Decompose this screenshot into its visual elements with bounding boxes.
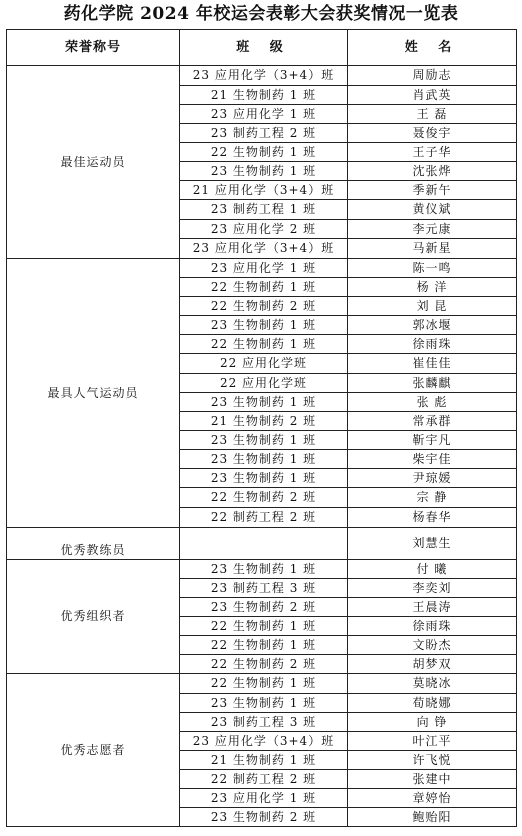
table-row [7,674,517,694]
class-cell [180,528,348,560]
class-cell: 22 生物制药 1 班 [180,636,348,655]
table-header-row [7,30,517,66]
class-cell: 22 生物制药 1 班 [180,143,348,162]
class-cell: 23 应用化学（3+4）班 [180,66,348,86]
header-name: 姓 名 [348,30,517,66]
name-cell: 付 曦 [348,560,517,579]
class-cell: 23 生物制药 1 班 [180,393,348,412]
class-cell: 22 生物制药 1 班 [180,278,348,297]
class-cell: 22 生物制药 1 班 [180,335,348,354]
table-row [7,66,517,86]
name-cell: 季新午 [348,181,517,200]
name-cell: 王晨涛 [348,598,517,617]
honor-title-cell: 优秀教练员 [7,528,180,560]
name-cell: 崔佳佳 [348,354,517,374]
name-cell: 章婷怡 [348,789,517,808]
class-cell: 23 生物制药 1 班 [180,469,348,488]
class-cell: 23 生物制药 1 班 [180,450,348,469]
name-cell: 杨 洋 [348,278,517,297]
class-cell: 22 生物制药 1 班 [180,617,348,636]
honor-title-cell: 最佳运动员 [7,66,180,259]
award-table [6,29,517,827]
name-cell: 刘慧生 [348,528,517,560]
class-cell: 23 生物制药 2 班 [180,808,348,827]
name-cell: 宗 静 [348,488,517,508]
class-cell: 22 生物制药 2 班 [180,488,348,508]
name-cell: 王 磊 [348,105,517,124]
name-cell: 张建中 [348,770,517,789]
honor-title-cell: 优秀组织者 [7,560,180,674]
class-cell: 21 生物制药 1 班 [180,751,348,770]
name-cell: 向 铮 [348,713,517,732]
table-row [7,259,517,278]
class-cell: 23 应用化学 1 班 [180,105,348,124]
page-title: 药化学院 2024 年校运会表彰大会获奖情况一览表 [63,4,459,24]
class-cell: 23 生物制药 1 班 [180,694,348,713]
name-cell: 张 彪 [348,393,517,412]
class-cell: 23 生物制药 1 班 [180,316,348,335]
class-cell: 23 生物制药 1 班 [180,560,348,579]
name-cell: 李奕刘 [348,579,517,598]
name-cell: 刘 昆 [348,297,517,316]
name-cell: 陈一鸣 [348,259,517,278]
name-cell: 聂俊宇 [348,124,517,143]
name-cell: 沈张烨 [348,162,517,181]
class-cell: 22 制药工程 2 班 [180,770,348,789]
name-cell: 张麟麒 [348,374,517,393]
table-row [7,528,517,560]
name-cell: 靳宇凡 [348,431,517,450]
class-cell: 23 制药工程 3 班 [180,713,348,732]
class-cell: 23 制药工程 3 班 [180,579,348,598]
name-cell: 肖武英 [348,86,517,105]
honor-title-cell: 优秀志愿者 [7,674,180,827]
table-row [7,560,517,579]
class-cell: 23 生物制药 2 班 [180,598,348,617]
class-cell: 21 生物制药 1 班 [180,86,348,105]
class-cell: 23 生物制药 1 班 [180,431,348,450]
name-cell: 荀晓娜 [348,694,517,713]
name-cell: 柴宇佳 [348,450,517,469]
name-cell: 许飞悦 [348,751,517,770]
class-cell: 23 应用化学（3+4）班 [180,732,348,751]
name-cell: 周励志 [348,66,517,86]
class-cell: 22 制药工程 2 班 [180,508,348,528]
class-cell: 21 应用化学（3+4）班 [180,181,348,200]
header-class: 班 级 [180,30,348,66]
name-cell: 鲍贻阳 [348,808,517,827]
header-honor: 荣誉称号 [7,30,180,66]
class-cell: 22 应用化学班 [180,354,348,374]
name-cell: 胡梦双 [348,655,517,674]
class-cell: 21 生物制药 2 班 [180,412,348,431]
class-cell: 23 应用化学 1 班 [180,789,348,808]
name-cell: 常承群 [348,412,517,431]
name-cell: 黄仪斌 [348,200,517,220]
class-cell: 23 应用化学（3+4）班 [180,239,348,259]
class-cell: 22 生物制药 2 班 [180,297,348,316]
name-cell: 杨春华 [348,508,517,528]
name-cell: 郭冰堰 [348,316,517,335]
class-cell: 22 生物制药 1 班 [180,674,348,694]
class-cell: 23 生物制药 1 班 [180,162,348,181]
class-cell: 22 应用化学班 [180,374,348,393]
honor-title-cell: 最具人气运动员 [7,259,180,528]
name-cell: 尹琼媛 [348,469,517,488]
award-table-body [7,66,517,827]
name-cell: 叶江平 [348,732,517,751]
name-cell: 李元康 [348,220,517,239]
class-cell: 22 生物制药 2 班 [180,655,348,674]
name-cell: 徐雨珠 [348,335,517,354]
class-cell: 23 制药工程 2 班 [180,124,348,143]
class-cell: 23 应用化学 1 班 [180,259,348,278]
name-cell: 马新星 [348,239,517,259]
class-cell: 23 应用化学 2 班 [180,220,348,239]
name-cell: 文盼杰 [348,636,517,655]
class-cell: 23 制药工程 1 班 [180,200,348,220]
name-cell: 王子华 [348,143,517,162]
name-cell: 莫晓冰 [348,674,517,694]
name-cell: 徐雨珠 [348,617,517,636]
